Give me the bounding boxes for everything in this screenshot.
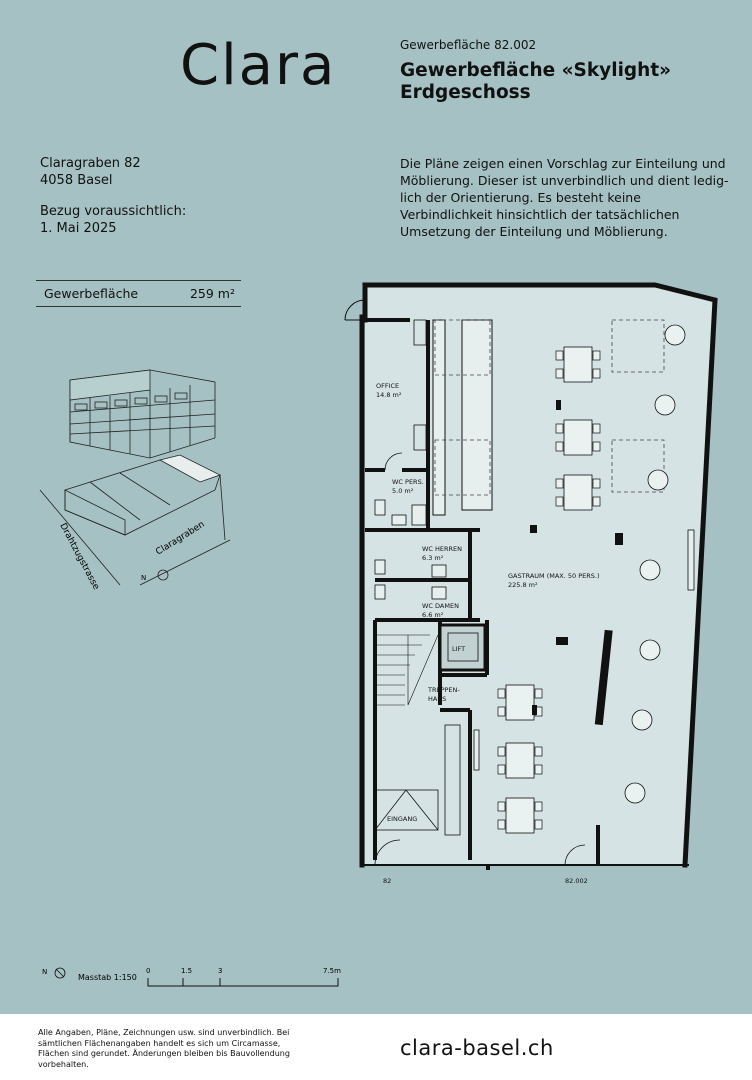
label-gastraum-area: 225.8 m²: [508, 581, 538, 589]
clara-logo: Clara: [180, 33, 337, 98]
label-treppenhaus-1: TREPPEN-: [428, 686, 460, 694]
area-summary: [36, 284, 241, 307]
entry-label-82: 82: [383, 877, 392, 885]
address: [40, 155, 141, 189]
block-footprint: [40, 455, 230, 585]
label-lift: LIFT: [452, 645, 466, 653]
side-window: [474, 730, 479, 770]
north-label: N: [141, 574, 147, 582]
page-title: [400, 60, 671, 104]
scale-tick-3: 7.5m: [323, 967, 341, 975]
label-treppenhaus-2: HAUS: [428, 695, 447, 703]
scale-tick-0: 0: [146, 967, 151, 975]
street-label-2: Claragraben: [154, 519, 207, 558]
move-in-date: 1. Mai 2025: [40, 221, 117, 236]
building-axonometric: [70, 370, 215, 458]
floor-plan: [330, 275, 730, 915]
scale-tick-2: 3: [218, 967, 223, 975]
label-office-area: 14.8 m²: [376, 391, 402, 399]
label-wc-pers-area: 5.0 m²: [392, 487, 414, 495]
title-line-1: Gewerbefläche «Skylight»: [400, 60, 672, 81]
site-plan-illustration: [30, 360, 240, 600]
area-label: Gewerbefläche: [44, 286, 139, 301]
label-office: OFFICE: [376, 382, 400, 390]
window-ledge: [688, 530, 694, 590]
move-in-label: Bezug voraussichtlich:: [40, 204, 187, 219]
website-link[interactable]: clara-basel.ch: [400, 1036, 554, 1060]
legal-notice: Alle Angaben, Pläne, Zeichnungen usw. sind unverbindlich. Bei sämtlichen Flächenangaben handelt es sich um Circamasse, Flächen sind gerundet. Änderungen bleiben bis Bauvollendung vorbehalten.: [38, 1028, 290, 1069]
scale-north-label: N: [42, 968, 48, 976]
address-street: Claragraben 82: [40, 156, 141, 171]
scale-label: Masstab 1:150: [78, 973, 137, 982]
entry-label-82002: 82.002: [565, 877, 588, 885]
disclaimer-text: Die Pläne zeigen einen Vorschlag zur Einteilung und Möblierung. Dieser ist unverbindlich und dient lediglich der Orientierung. Es besteht keine Verbindlichkeit hinsichtlich der tatsächlichen Umsetzung der Einteilung und Möblierung.: [400, 156, 729, 239]
move-in-info: [40, 203, 186, 237]
kitchen-counters: [433, 320, 492, 515]
label-wc-damen-area: 6.6 m²: [422, 611, 444, 619]
scale-tick-1: 1.5: [181, 967, 193, 975]
scale-ruler: [148, 978, 338, 986]
title-line-2: Erdgeschoss: [400, 82, 531, 103]
unit-number: Gewerbefläche 82.002: [400, 38, 537, 52]
label-eingang: EINGANG: [387, 815, 418, 823]
label-wc-herren: WC HERREN: [422, 545, 463, 553]
street-label-1: Drahtzugstrasse: [57, 521, 101, 592]
area-value: 259 m²: [189, 286, 235, 301]
address-city: 4058 Basel: [40, 173, 113, 188]
footer: [0, 1014, 752, 1080]
label-wc-pers: WC PERS.: [392, 478, 424, 486]
label-wc-damen: WC DAMEN: [422, 602, 459, 610]
label-wc-herren-area: 6.3 m²: [422, 554, 444, 562]
scale-bar: [38, 962, 358, 992]
label-gastraum: GASTRAUM (MAX. 50 PERS.): [508, 572, 600, 580]
